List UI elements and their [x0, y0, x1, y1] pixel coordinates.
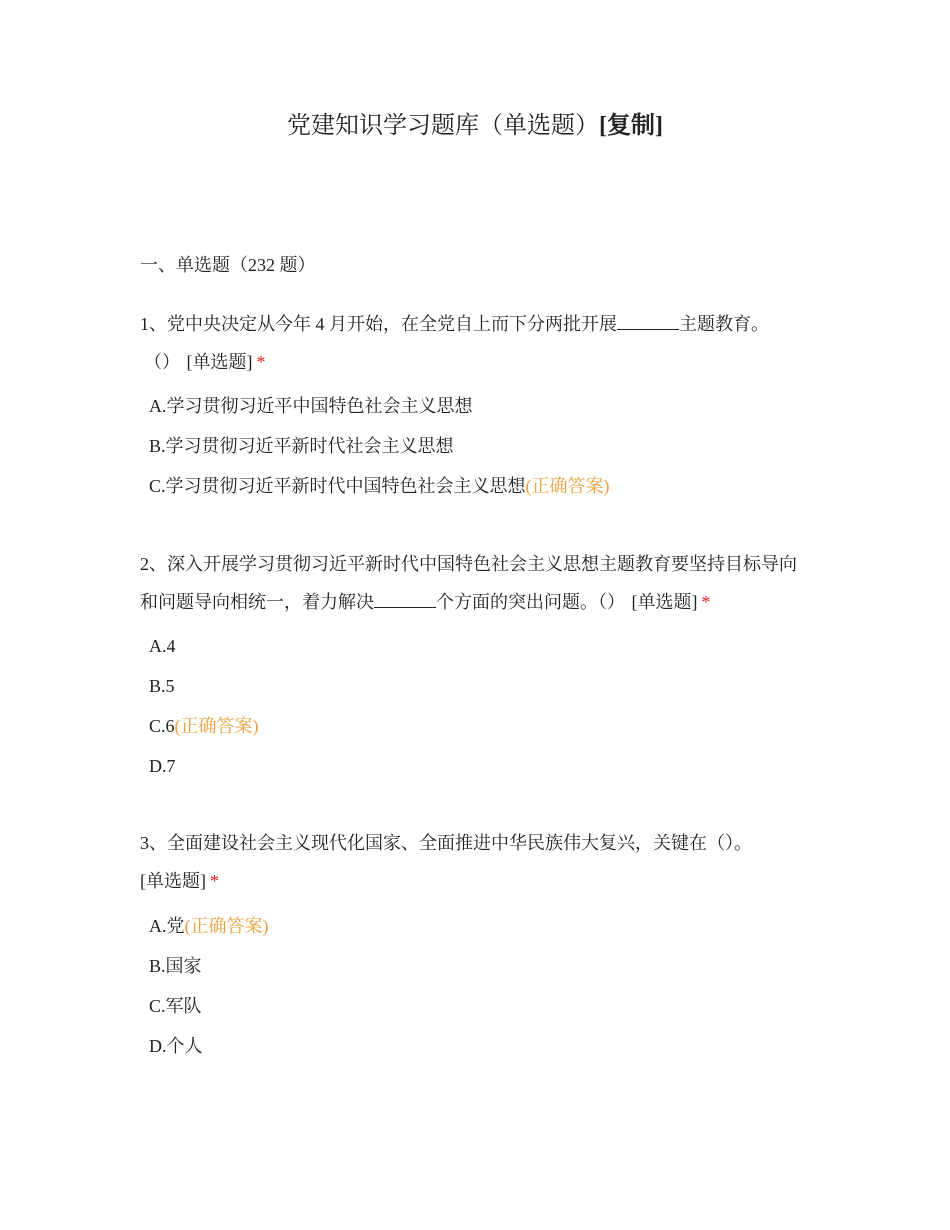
option-label: A.4: [149, 636, 176, 656]
question-3-stem: [140, 824, 810, 900]
option-label: D.个人: [149, 1036, 203, 1056]
required-marker: *: [701, 592, 711, 612]
title-text: 党建知识学习题库（单选题）: [287, 113, 599, 139]
option-label: C.军队: [149, 996, 202, 1016]
option-label: D.7: [149, 756, 176, 776]
option-item[interactable]: [149, 912, 269, 940]
question-paren: （）: [144, 352, 180, 372]
section-heading: 一、单选题（232 题）: [140, 255, 316, 275]
option-label: B.国家: [149, 956, 202, 976]
question-type: [单选题]: [140, 871, 206, 891]
option-item[interactable]: [149, 672, 175, 700]
question-2-stem: [140, 545, 810, 621]
question-type: [单选题]: [186, 352, 253, 372]
question-number: 2、: [140, 554, 167, 574]
correct-answer-tag: (正确答案): [174, 716, 259, 736]
option-item[interactable]: [149, 952, 202, 980]
question-text-after: 主题教育。: [679, 314, 769, 334]
option-item[interactable]: [149, 1032, 203, 1060]
option-label: B.学习贯彻习近平新时代社会主义思想: [149, 436, 454, 456]
question-text: 深入开展学习贯彻习近平新时代中国特色社会主义思想主题教育要坚持目标导向和问题导向相统一，着力解决: [140, 554, 797, 612]
option-label: A.党: [149, 916, 185, 936]
question-number: 3、: [140, 833, 167, 853]
option-item[interactable]: [149, 472, 610, 500]
option-label: B.5: [149, 676, 175, 696]
fill-blank: [617, 311, 679, 330]
option-item[interactable]: [149, 992, 202, 1020]
question-number: 1、: [140, 314, 167, 334]
correct-answer-tag: (正确答案): [525, 476, 610, 496]
option-label: C.6: [149, 716, 175, 736]
question-type: [单选题]: [631, 592, 698, 612]
copy-tag: [复制]: [599, 113, 663, 139]
option-item[interactable]: [149, 712, 259, 740]
required-marker: *: [256, 352, 266, 372]
option-item[interactable]: [149, 632, 176, 660]
correct-answer-tag: (正确答案): [184, 916, 269, 936]
option-label: C.学习贯彻习近平新时代中国特色社会主义思想: [149, 476, 526, 496]
option-item[interactable]: [149, 392, 473, 420]
question-text: 党中央决定从今年 4 月开始，在全党自上而下分两批开展: [167, 314, 617, 334]
required-marker: *: [210, 871, 219, 891]
question-text: 全面建设社会主义现代化国家、全面推进中华民族伟大复兴，关键在（）。: [167, 833, 752, 853]
page-title: [0, 108, 950, 144]
question-1-line-1: [140, 305, 810, 343]
question-1-line-2: [140, 343, 810, 381]
fill-blank: [374, 589, 436, 608]
option-item[interactable]: [149, 752, 176, 780]
question-1-stem: [140, 305, 810, 381]
option-item[interactable]: [149, 432, 454, 460]
question-text-after: 个方面的突出问题。（）: [436, 592, 625, 612]
option-label: A.学习贯彻习近平中国特色社会主义思想: [149, 396, 473, 416]
